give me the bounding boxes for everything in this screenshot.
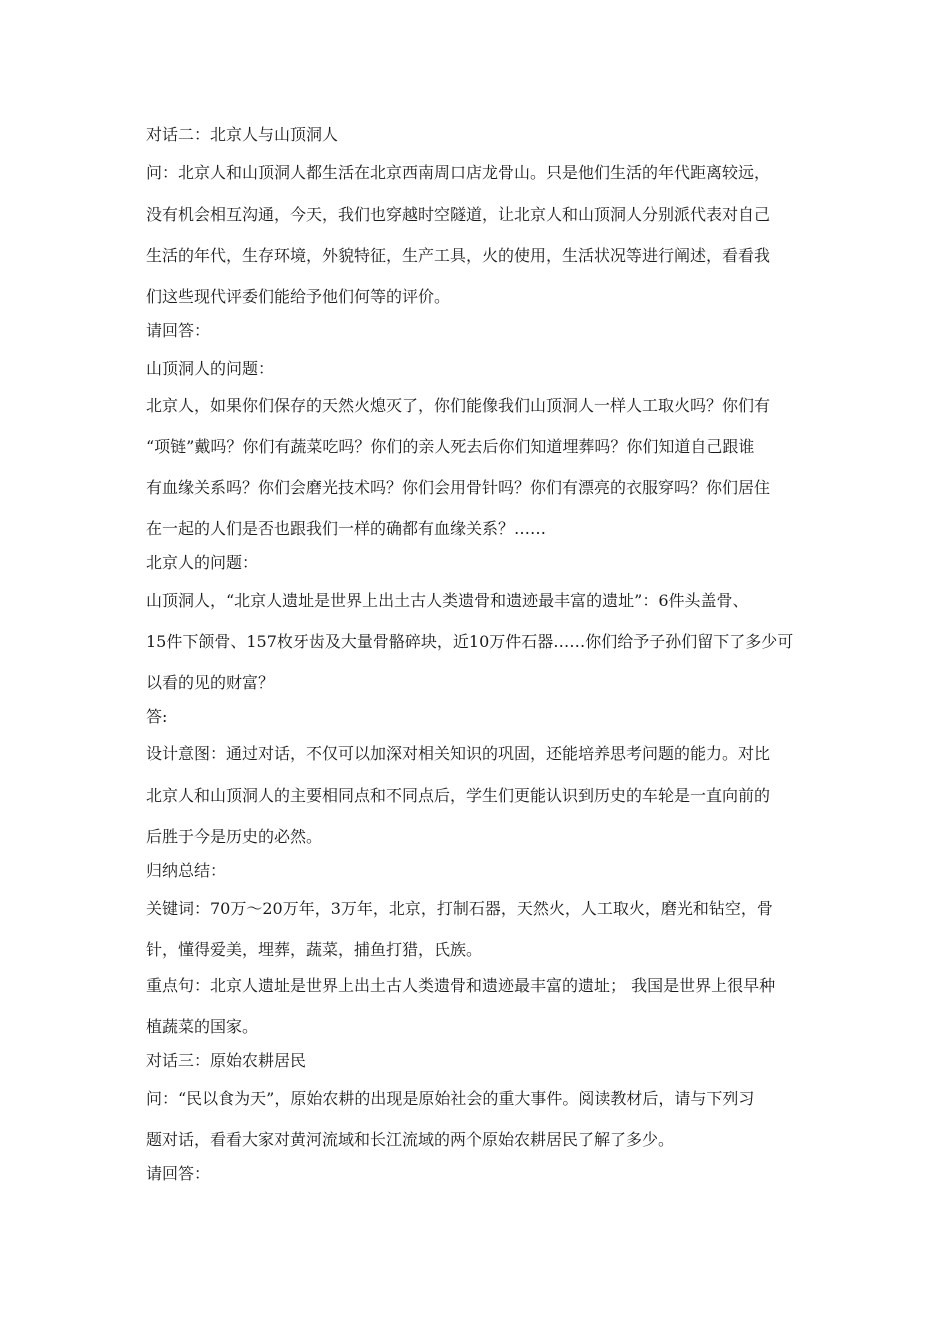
shandingdong-question-line: 北京人，如果你们保存的天然火熄灭了，你们能像我们山顶洞人一样人工取火吗？你们有 bbox=[146, 396, 771, 415]
design-intent-line: 设计意图：通过对话，不仅可以加深对相关知识的巩固，还能培养思考问题的能力。对比 bbox=[146, 744, 771, 763]
design-intent-line: 北京人和山顶洞人的主要相同点和不同点后，学生们更能认识到历史的车轮是一直向前的 bbox=[146, 786, 771, 805]
shandingdong-question-line: 在一起的人们是否也跟我们一样的确都有血缘关系？…… bbox=[146, 519, 547, 538]
section-heading-dialogue-2: 对话二：北京人与山顶洞人 bbox=[146, 125, 339, 144]
question-paragraph-line: 问：“民以食为天”，原始农耕的出现是原始社会的重大事件。阅读教材后，请与下列习 bbox=[146, 1089, 755, 1108]
keywords-line: 针，懂得爱美，埋葬，蔬菜，捕鱼打猎，氏族。 bbox=[146, 940, 483, 959]
shandingdong-question-line: “项链”戴吗？你们有蔬菜吃吗？你们的亲人死去后你们知道埋葬吗？你们知道自己跟谁 bbox=[146, 437, 755, 456]
section-heading-dialogue-3: 对话三：原始农耕居民 bbox=[146, 1051, 307, 1070]
design-intent-line: 后胜于今是历史的必然。 bbox=[146, 827, 323, 846]
answer-prompt: 请回答： bbox=[146, 321, 211, 340]
question-paragraph-line: 生活的年代，生存环境，外貌特征，生产工具，火的使用，生活状况等进行阐述，看看我 bbox=[146, 246, 771, 265]
subheading-beijing-questions: 北京人的问题： bbox=[146, 553, 259, 572]
beijing-question-line: 山顶洞人，“北京人遗址是世界上出土古人类遗骨和遗迹最丰富的遗址”：6件头盖骨、 bbox=[146, 591, 749, 610]
key-sentence-line: 重点句：北京人遗址是世界上出土古人类遗骨和遗迹最丰富的遗址； 我国是世界上很早种 bbox=[146, 976, 776, 995]
beijing-question-line: 15件下颌骨、157枚牙齿及大量骨骼碎块，近10万件石器……你们给予子孙们留下了多少可 bbox=[146, 632, 794, 651]
question-paragraph-line: 问：北京人和山顶洞人都生活在北京西南周口店龙骨山。只是他们生活的年代距离较远， bbox=[146, 163, 771, 182]
answer-prompt: 请回答： bbox=[146, 1164, 211, 1183]
question-paragraph-line: 们这些现代评委们能给予他们何等的评价。 bbox=[146, 287, 451, 306]
question-paragraph-line: 题对话，看看大家对黄河流域和长江流域的两个原始农耕居民了解了多少。 bbox=[146, 1130, 675, 1149]
subheading-shandingdong-questions: 山顶洞人的问题： bbox=[146, 359, 275, 378]
shandingdong-question-line: 有血缘关系吗？你们会磨光技术吗？你们会用骨针吗？你们有漂亮的衣服穿吗？你们居住 bbox=[146, 478, 771, 497]
summary-heading: 归纳总结： bbox=[146, 861, 227, 880]
keywords-line: 关键词：70万～20万年，3万年，北京，打制石器，天然火，人工取火，磨光和钻空，骨 bbox=[146, 899, 773, 918]
answer-label: 答: bbox=[146, 707, 168, 726]
question-paragraph-line: 没有机会相互沟通，今天，我们也穿越时空隧道，让北京人和山顶洞人分别派代表对自己 bbox=[146, 205, 771, 224]
beijing-question-line: 以看的见的财富？ bbox=[146, 673, 275, 692]
key-sentence-line: 植蔬菜的国家。 bbox=[146, 1017, 259, 1036]
